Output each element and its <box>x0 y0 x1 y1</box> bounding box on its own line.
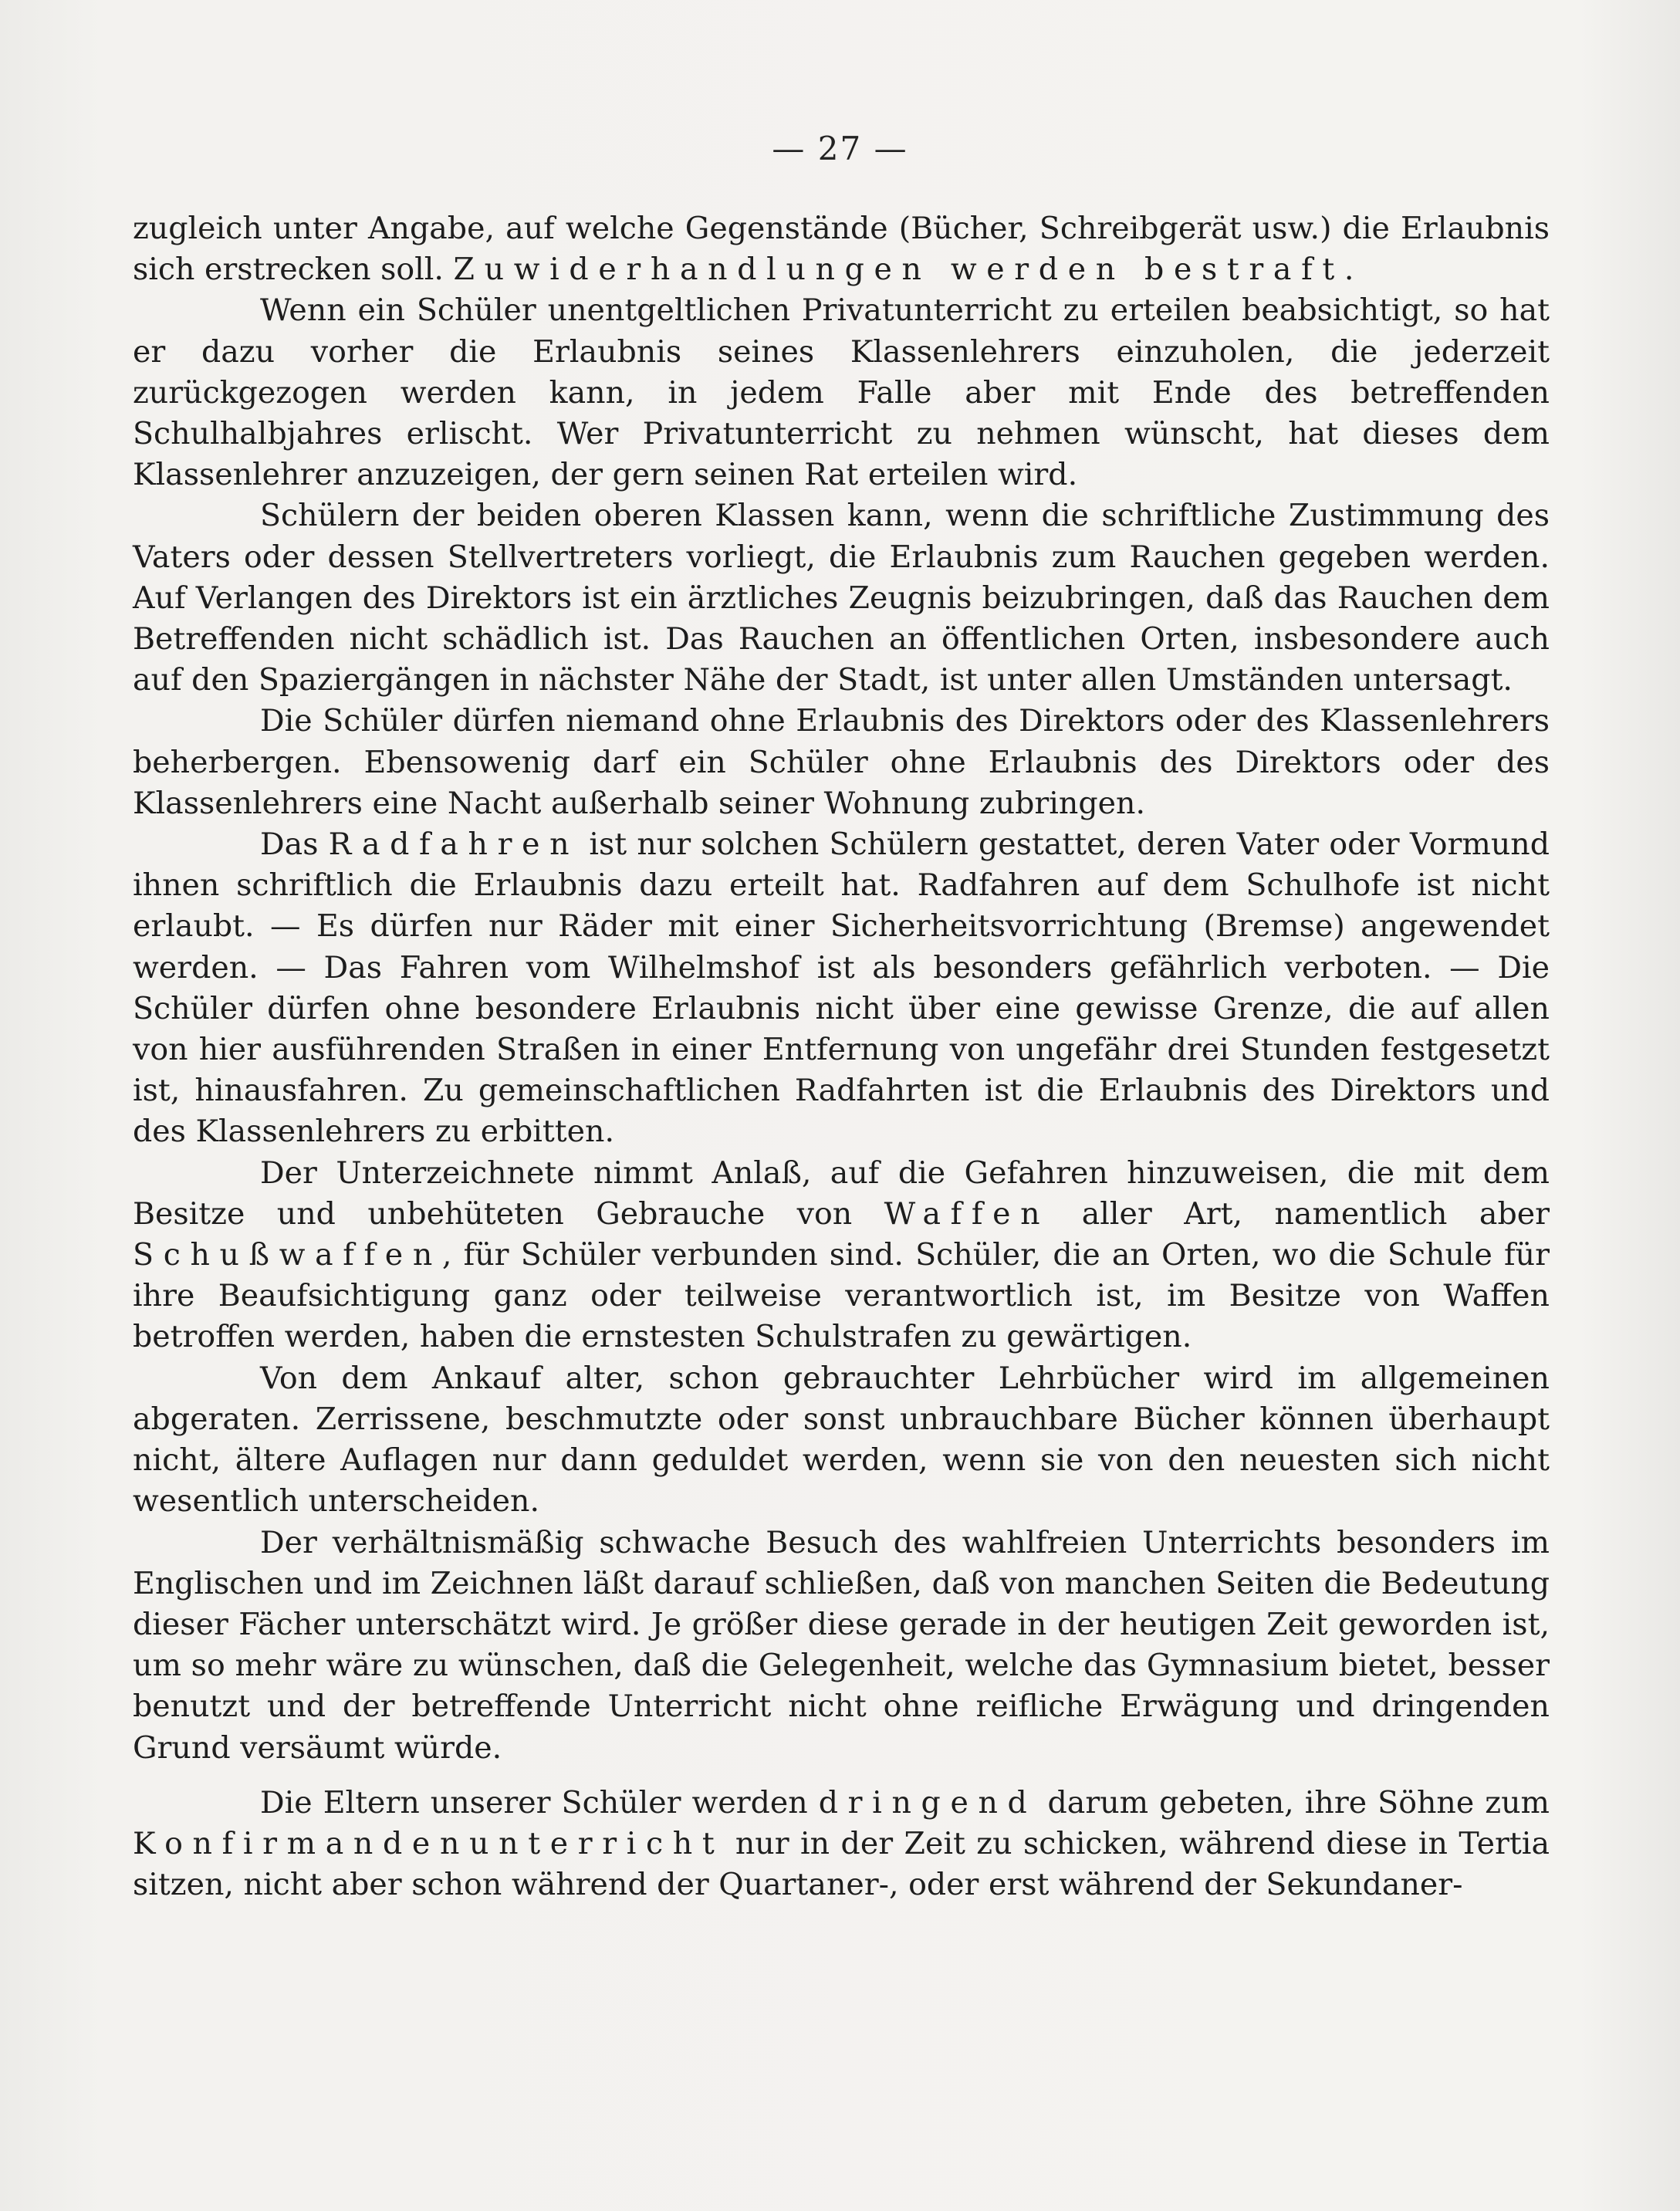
paragraph-4 <box>133 701 1550 824</box>
paragraph-text: aller Art, namentlich aber <box>1050 1195 1550 1232</box>
paragraph-text: Die Schüler dürfen niemand ohne Erlaubnis des Direktors oder des Klassenlehrers beherbergen. Ebensowenig darf ein Schüler ohne Erlaubnis des Direktors oder des Klassenlehrers eine Nacht außerhalb seiner Wohnung zubringen. <box>133 703 1550 821</box>
emphasized-text: Waffen <box>884 1195 1050 1232</box>
paragraph-text: Von dem Ankauf alter, schon gebrauchter Lehrbücher wird im allgemeinen abgeraten. Zerrissene, beschmutzte oder sonst unbrauchbare Bücher können überhaupt nicht, ältere Auflagen nur dann geduldet werden, wenn sie von den neuesten sich nicht wesentlich unterscheiden. <box>133 1360 1550 1520</box>
body-text <box>133 208 1550 1905</box>
paragraph-text: , für Schüler verbunden sind. Schüler, die an Orten, wo die Schule für ihre Beaufsichtigung ganz oder teilweise verantwortlich ist, im Besitze von Waffen betroffen werden, haben die ernstesten Schulstrafen zu gewärtigen. <box>133 1237 1550 1355</box>
paragraph-3 <box>133 495 1550 701</box>
paragraph-5 <box>133 824 1550 1153</box>
paragraph-text: zugleich unter Angabe, auf welche Gegenstände (Bücher, Schreibgerät usw.) die Erlaubnis sich erstrecken soll. <box>133 211 1550 288</box>
paragraph-text: darum gebeten, ihre Söhne zum <box>1036 1784 1550 1821</box>
paragraph-8 <box>133 1523 1550 1769</box>
emphasized-text: Radfahren <box>328 827 580 863</box>
paragraph-2 <box>133 290 1550 495</box>
emphasized-text: Zuwiderhandlungen werden bestraft. <box>453 252 1364 288</box>
paragraph-text: Der Unterzeichnete nimmt Anlaß, auf die Gefahren hinzuweisen, die mit dem Besitze und unbehüteten Gebrauche von <box>133 1155 1550 1232</box>
emphasized-text: dringend <box>818 1784 1037 1821</box>
paragraph-text: Schülern der beiden oberen Klassen kann, wenn die schriftliche Zustimmung des Vaters oder dessen Stellvertreters vorliegt, die Erlaubnis zum Rauchen gegeben werden. Auf Verlangen des Direktors ist ein ärztliches Zeugnis beizubringen, daß das Rauchen dem Betreffenden nicht schädlich ist. Das Rauchen an öffentlichen Orten, insbesondere auch auf den Spaziergängen in nächster Nähe der Stadt, ist unter allen Umständen untersagt. <box>133 498 1550 698</box>
paragraph-7 <box>133 1358 1550 1523</box>
emphasized-text: Konfirmandenunterricht <box>133 1825 725 1861</box>
paragraph-text: Der verhältnismäßig schwache Besuch des wahlfreien Unterrichts besonders im Englischen und im Zeichnen läßt darauf schließen, daß von manchen Seiten die Bedeutung dieser Fächer unterschätzt wird. Je größer diese gerade in der heutigen Zeit geworden ist, um so mehr wäre zu wünschen, daß die Gelegenheit, welche das Gymnasium bietet, besser benutzt und der betreffende Unterricht nicht ohne reifliche Erwägung und dringenden Grund versäumt würde. <box>133 1524 1550 1766</box>
page-number: — 27 — <box>772 130 908 167</box>
paragraph-text: Wenn ein Schüler unentgeltlichen Privatunterricht zu erteilen beabsichtigt, so hat er dazu vorher die Erlaubnis seines Klassenlehrers einzuholen, die jederzeit zurückgezogen werden kann, in jedem Falle aber mit Ende des betreffenden Schulhalbjahres erlischt. Wer Privatunterricht zu nehmen wünscht, hat dieses dem Klassenlehrer anzuzeigen, der gern seinen Rat erteilen wird. <box>133 292 1550 493</box>
paragraph-text: nur in der Zeit zu schicken, während diese in Tertia sitzen, nicht aber schon während der Quartaner-, oder erst während der Sekundaner- <box>133 1825 1550 1903</box>
paragraph-text: Das <box>260 827 329 863</box>
paragraph-9 <box>133 1783 1550 1906</box>
paragraph-6 <box>133 1153 1550 1358</box>
paragraph-text: ist nur solchen Schülern gestattet, deren Vater oder Vormund ihnen schriftlich die Erlaubnis dazu erteilt hat. Radfahren auf dem Schulhofe ist nicht erlaubt. — Es dürfen nur Räder mit einer Sicherheitsvorrichtung (Bremse) angewendet werden. — Das Fahren vom Wilhelmshof ist als besonders gefährlich verboten. — Die Schüler dürfen ohne besondere Erlaubnis nicht über eine gewisse Grenze, die auf allen von hier ausführenden Straßen in einer Entfernung von ungefähr drei Stunden festgesetzt ist, hinausfahren. Zu gemeinschaftlichen Radfahrten ist die Erlaubnis des Direktors und des Klassenlehrers zu erbitten. <box>133 827 1550 1150</box>
emphasized-text: Schußwaffen <box>133 1237 442 1273</box>
paragraph-text: Die Eltern unserer Schüler werden <box>260 1784 819 1821</box>
paragraph-1 <box>133 208 1550 290</box>
